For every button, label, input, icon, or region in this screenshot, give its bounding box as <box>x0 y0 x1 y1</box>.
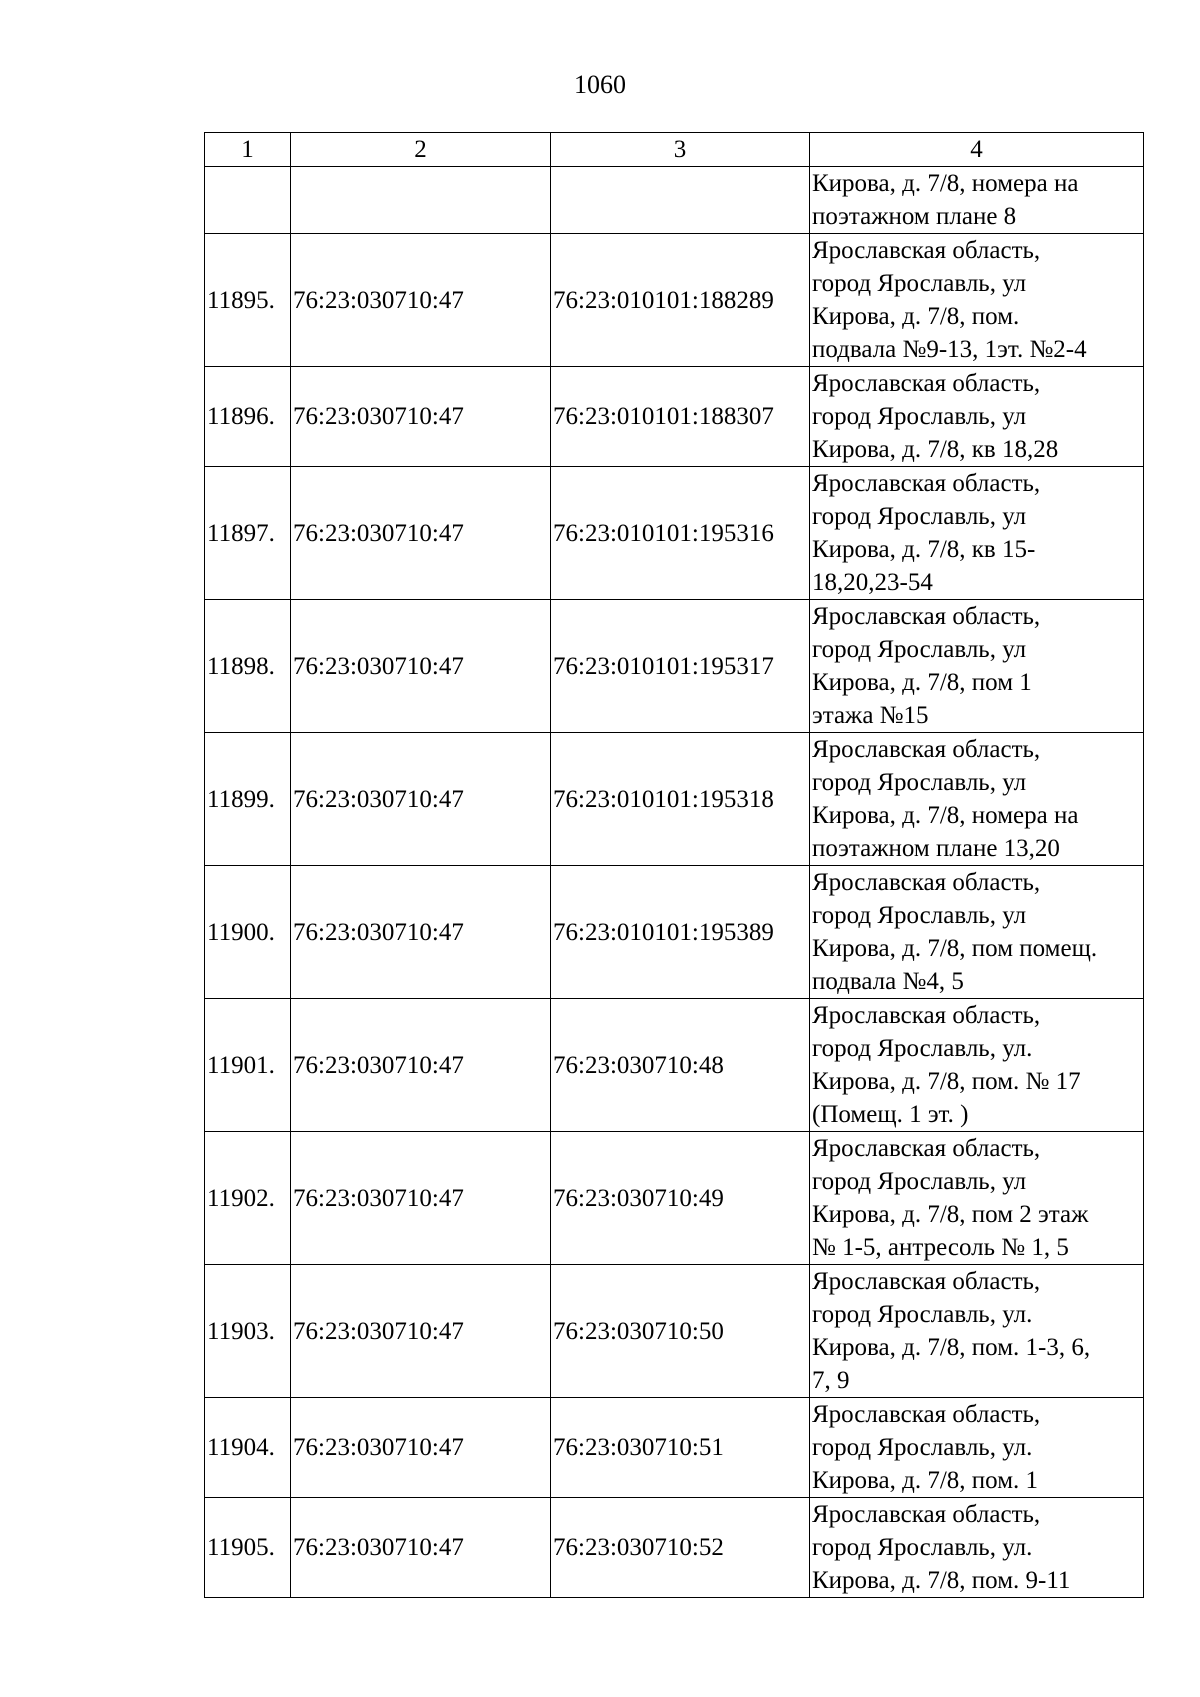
column-2-value: 76:23:030710:47 <box>291 866 551 999</box>
address-cell <box>810 600 1144 733</box>
address-line: Ярославская область, <box>812 1135 1041 1162</box>
address-cell <box>810 1498 1144 1598</box>
address-line: Кирова, д. 7/8, кв 15- <box>812 536 1036 563</box>
address-line: подвала №4, 5 <box>812 968 964 995</box>
column-header-1: 1 <box>205 133 291 167</box>
address-line: этажа №15 <box>812 702 929 729</box>
row-number: 11900. <box>205 866 291 999</box>
row-number: 11901. <box>205 999 291 1132</box>
address-cell <box>810 1132 1144 1265</box>
column-3-value <box>551 167 810 234</box>
address-line: Ярославская область, <box>812 1401 1041 1428</box>
registry-table <box>204 132 1144 1598</box>
table-row <box>205 999 1144 1132</box>
row-number: 11903. <box>205 1265 291 1398</box>
address-line: Ярославская область, <box>812 237 1041 264</box>
column-2-value: 76:23:030710:47 <box>291 234 551 367</box>
address-cell <box>810 866 1144 999</box>
address-line: город Ярославль, ул. <box>812 1434 1033 1461</box>
address-line: (Помещ. 1 эт. ) <box>812 1101 969 1128</box>
address-cell <box>810 167 1144 234</box>
column-3-value: 76:23:030710:48 <box>551 999 810 1132</box>
table-body <box>205 167 1144 1598</box>
row-number: 11896. <box>205 367 291 467</box>
table-row <box>205 733 1144 866</box>
address-line: город Ярославль, ул <box>812 403 1027 430</box>
address-line: Кирова, д. 7/8, номера на <box>812 170 1079 197</box>
column-header-4: 4 <box>810 133 1144 167</box>
column-2-value: 76:23:030710:47 <box>291 600 551 733</box>
address-line: город Ярославль, ул. <box>812 1035 1033 1062</box>
address-line: Ярославская область, <box>812 370 1041 397</box>
address-cell <box>810 467 1144 600</box>
table-row <box>205 866 1144 999</box>
table-row <box>205 600 1144 733</box>
row-number: 11898. <box>205 600 291 733</box>
address-line: город Ярославль, ул <box>812 636 1027 663</box>
header-row <box>205 133 1144 167</box>
address-line: Кирова, д. 7/8, пом помещ. <box>812 935 1098 962</box>
address-line: город Ярославль, ул <box>812 270 1027 297</box>
column-3-value: 76:23:010101:195389 <box>551 866 810 999</box>
address-line: 18,20,23-54 <box>812 569 933 596</box>
address-line: город Ярославль, ул <box>812 769 1027 796</box>
table-row <box>205 367 1144 467</box>
address-cell <box>810 1265 1144 1398</box>
column-3-value: 76:23:030710:52 <box>551 1498 810 1598</box>
column-3-value: 76:23:030710:50 <box>551 1265 810 1398</box>
table-row <box>205 1265 1144 1398</box>
address-line: Ярославская область, <box>812 736 1041 763</box>
address-cell <box>810 234 1144 367</box>
page-number: 1060 <box>574 70 626 99</box>
table-row <box>205 1498 1144 1598</box>
row-number: 11895. <box>205 234 291 367</box>
column-3-value: 76:23:030710:51 <box>551 1398 810 1498</box>
column-2-value <box>291 167 551 234</box>
address-line: город Ярославль, ул <box>812 1168 1027 1195</box>
address-line: Кирова, д. 7/8, кв 18,28 <box>812 436 1059 463</box>
column-2-value: 76:23:030710:47 <box>291 1398 551 1498</box>
address-line: 7, 9 <box>812 1367 850 1394</box>
column-2-value: 76:23:030710:47 <box>291 999 551 1132</box>
row-number: 11905. <box>205 1498 291 1598</box>
table-row <box>205 167 1144 234</box>
address-line: город Ярославль, ул <box>812 902 1027 929</box>
address-line: Ярославская область, <box>812 1268 1041 1295</box>
address-line: город Ярославль, ул <box>812 503 1027 530</box>
row-number: 11897. <box>205 467 291 600</box>
column-3-value: 76:23:010101:195317 <box>551 600 810 733</box>
column-2-value: 76:23:030710:47 <box>291 1498 551 1598</box>
address-cell <box>810 999 1144 1132</box>
address-line: подвала №9-13, 1эт. №2-4 <box>812 336 1087 363</box>
row-number: 11904. <box>205 1398 291 1498</box>
address-line: поэтажном плане 8 <box>812 203 1017 230</box>
column-3-value: 76:23:010101:195316 <box>551 467 810 600</box>
address-cell <box>810 1398 1144 1498</box>
address-line: Кирова, д. 7/8, номера на <box>812 802 1079 829</box>
table-row <box>205 1132 1144 1265</box>
address-line: Кирова, д. 7/8, пом. 9-11 <box>812 1567 1071 1594</box>
column-2-value: 76:23:030710:47 <box>291 467 551 600</box>
address-line: Кирова, д. 7/8, пом. 1-3, 6, <box>812 1334 1091 1361</box>
address-line: город Ярославль, ул. <box>812 1301 1033 1328</box>
address-line: Ярославская область, <box>812 1501 1041 1528</box>
column-2-value: 76:23:030710:47 <box>291 367 551 467</box>
column-header-2: 2 <box>291 133 551 167</box>
address-line: Кирова, д. 7/8, пом 2 этаж <box>812 1201 1089 1228</box>
column-2-value: 76:23:030710:47 <box>291 1265 551 1398</box>
column-2-value: 76:23:030710:47 <box>291 733 551 866</box>
address-line: Кирова, д. 7/8, пом. <box>812 303 1020 330</box>
column-3-value: 76:23:030710:49 <box>551 1132 810 1265</box>
table-row <box>205 234 1144 367</box>
address-line: Ярославская область, <box>812 603 1041 630</box>
row-number <box>205 167 291 234</box>
column-2-value: 76:23:030710:47 <box>291 1132 551 1265</box>
address-line: поэтажном плане 13,20 <box>812 835 1060 862</box>
address-line: Кирова, д. 7/8, пом 1 <box>812 669 1032 696</box>
column-3-value: 76:23:010101:195318 <box>551 733 810 866</box>
address-line: Ярославская область, <box>812 869 1041 896</box>
address-line: Ярославская область, <box>812 1002 1041 1029</box>
address-line: город Ярославль, ул. <box>812 1534 1033 1561</box>
table-row <box>205 1398 1144 1498</box>
address-line: Кирова, д. 7/8, пом. № 17 <box>812 1068 1081 1095</box>
table-row <box>205 467 1144 600</box>
row-number: 11902. <box>205 1132 291 1265</box>
column-header-3: 3 <box>551 133 810 167</box>
address-cell <box>810 367 1144 467</box>
row-number: 11899. <box>205 733 291 866</box>
address-line: Кирова, д. 7/8, пом. 1 <box>812 1467 1039 1494</box>
address-line: № 1-5, антресоль № 1, 5 <box>812 1234 1069 1261</box>
address-cell <box>810 733 1144 866</box>
address-line: Ярославская область, <box>812 470 1041 497</box>
column-3-value: 76:23:010101:188289 <box>551 234 810 367</box>
column-3-value: 76:23:010101:188307 <box>551 367 810 467</box>
